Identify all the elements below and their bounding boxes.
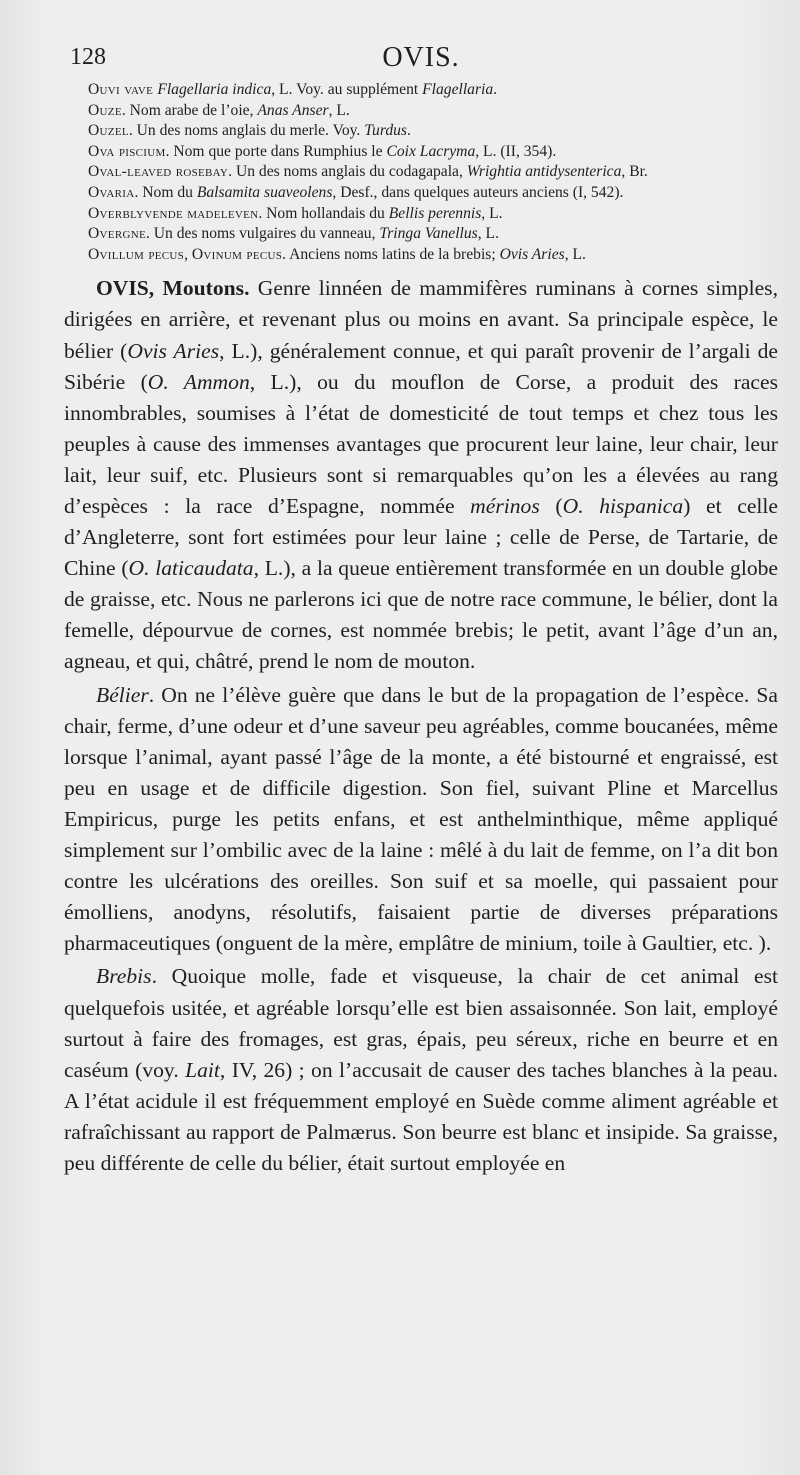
text-run: . Un des noms anglais du codagapala, [228, 163, 467, 181]
page-number: 128 [70, 44, 106, 70]
text-run: , L.), généralement connue, et qui paraît provenir de l’argali de Sibérie ( [64, 338, 778, 394]
text-run: , L.), a la queue entièrement transformée en un double globe de graisse, etc. Nous ne parlerons ici que de notre race commune, le bélier, dont la femelle, dépourvue de cornes, est nommée brebis; le petit, avant l’âge d’un an, agneau, et qui, châtré, prend le nom de mouton. [64, 556, 778, 674]
italic-term: O. laticaudata [128, 556, 254, 581]
text-run: . Nom du [134, 183, 197, 201]
text-run: , L. [477, 225, 499, 243]
headword: Ouze [88, 101, 122, 119]
text-run: , L. [564, 245, 586, 263]
italic-term: O. Ammon [147, 369, 250, 394]
italic-term: Lait [185, 1057, 220, 1082]
headword: Ouzel [88, 122, 129, 140]
text-run: . Anciens noms latins de la brebis; [282, 245, 500, 263]
italic-term: mérinos [470, 494, 540, 518]
short-entry [88, 121, 778, 142]
italic-term: Bélier [96, 682, 149, 707]
italic-term: Anas Anser [257, 101, 329, 119]
italic-term: Wrightia antidysenterica [466, 163, 622, 181]
headword: Ova piscium [88, 142, 166, 160]
italic-term: Tringa Vanellus [379, 225, 478, 243]
text-run: . Quoique molle, fade et visqueuse, la chair de cet animal est quelquefois usitée, et agréable lorsqu’elle est bien assaisonnée. Son lait, employé surtout à faire des fromages, est gras, épais, peu séreux, riche en beurre et en caséum (voy. [64, 964, 778, 1082]
headword: Ovaria [88, 183, 135, 201]
text-run: Genre linnéen de mammifères ruminans à cornes simples, dirigées en arrière, et revenant plus ou moins en avant. Sa principale espèce, le bélier ( [64, 276, 778, 363]
italic-term: Brebis [96, 964, 152, 989]
italic-term: Bellis perennis [388, 204, 482, 222]
text-run: ) et celle d’Angleterre, sont fort estimées pour leur laine ; celle de Perse, de Tartarie, de Chine ( [64, 494, 778, 581]
text-run: . Un des noms anglais du merle. Voy. [128, 122, 365, 140]
italic-term: Ovis Aries [499, 245, 565, 263]
italic-term: Balsamita suaveolens [196, 183, 333, 201]
short-entry [88, 183, 778, 204]
article-paragraph [64, 273, 778, 677]
text-run: , L.), ou du mouflon de Corse, a produit des races innombrables, soumises à l’état de domesticité de tout temps et chez tous les peuples à cause des immenses avantages que procurent leur laine, leur chair, leur lait, leur suif, etc. Plusieurs sont si remarquables qu’on les a élevées au rang d’espèces : la race d’Espagne, nommée [64, 369, 778, 518]
text-run: , L. (II, 354). [475, 142, 557, 160]
short-entry [88, 162, 778, 183]
text-run: . Nom arabe de l’oie, [121, 101, 258, 119]
italic-term: O. hispanica [562, 494, 684, 518]
text-run: , Desf., dans quelques auteurs anciens (I, 542). [332, 183, 624, 201]
short-entry [88, 142, 778, 163]
text-run: , IV, 26) ; on l’accusait de causer des taches blanches à la peau. A l’état acidule il est fréquemment employé en Suède comme aliment agréable et rafraîchissant au rapport de Palmærus. Son beurre est blanc et insipide. Sa graisse, peu différente de celle du bélier, était surtout employée en [64, 1057, 778, 1175]
italic-term: Turdus [364, 122, 407, 140]
headword: Ovinum pecus [191, 245, 283, 263]
headword: Overblyvende madeleven [88, 204, 259, 222]
article-paragraph [64, 680, 778, 960]
short-entry [88, 224, 778, 245]
short-entry [88, 80, 778, 101]
text-run: , L. Voy. au supplément [271, 81, 423, 98]
article-headword: OVIS, Moutons. [96, 276, 250, 301]
text-run: . [493, 81, 498, 98]
short-entries-list [88, 80, 778, 265]
text-run: ( [539, 494, 563, 518]
headword: Ovillum pecus [88, 245, 185, 263]
text-run: . Un des noms vulgaires du vanneau, [145, 225, 380, 243]
text-run: , L. [481, 204, 503, 222]
italic-term: Flagellaria [422, 81, 494, 98]
running-head [64, 40, 778, 80]
italic-term: Ovis Aries [127, 338, 220, 363]
text-run: . [406, 122, 411, 140]
short-entry [88, 204, 778, 225]
italic-term: Flagellaria indica [157, 81, 272, 98]
text-run: , Br. [621, 163, 648, 181]
short-entry [88, 245, 778, 266]
text-run: , L. [328, 101, 350, 119]
short-entry [88, 101, 778, 122]
main-article-ovis [64, 273, 778, 1179]
headword: Ouvi vave [88, 81, 158, 98]
italic-term: Coix Lacryma [386, 142, 476, 160]
text-run: , [184, 245, 192, 263]
text-run: . Nom que porte dans Rumphius le [165, 142, 387, 160]
headword: Overgne [88, 225, 146, 243]
article-paragraph [64, 961, 778, 1179]
running-title: OVIS. [382, 42, 460, 73]
text-run: . Nom hollandais du [258, 204, 389, 222]
text-run: . On ne l’élève guère que dans le but de la propagation de l’espèce. Sa chair, ferme, d’une odeur et d’une saveur peu agréables, comme boucanées, même lorsque l’animal, ayant passé l’âge de la monte, a été bistourné et engraissé, est peu en usage et de difficile digestion. Son fiel, suivant Pline et Marcellus Empiricus, purge les petits enfans, et est anthelminthique, même appliqué simplement sur l’ombilic avec de la laine : mêlé à du lait de femme, on l’a dit bon contre les ulcérations des oreilles. Son suif et sa moelle, qui passaient pour émolliens, anodyns, résolutifs, faisaient partie de diverses préparations pharmaceutiques (onguent de la mère, emplâtre de minium, toile à Gaultier, etc. ). [64, 682, 778, 956]
headword: Oval-leaved rosebay [88, 163, 229, 181]
